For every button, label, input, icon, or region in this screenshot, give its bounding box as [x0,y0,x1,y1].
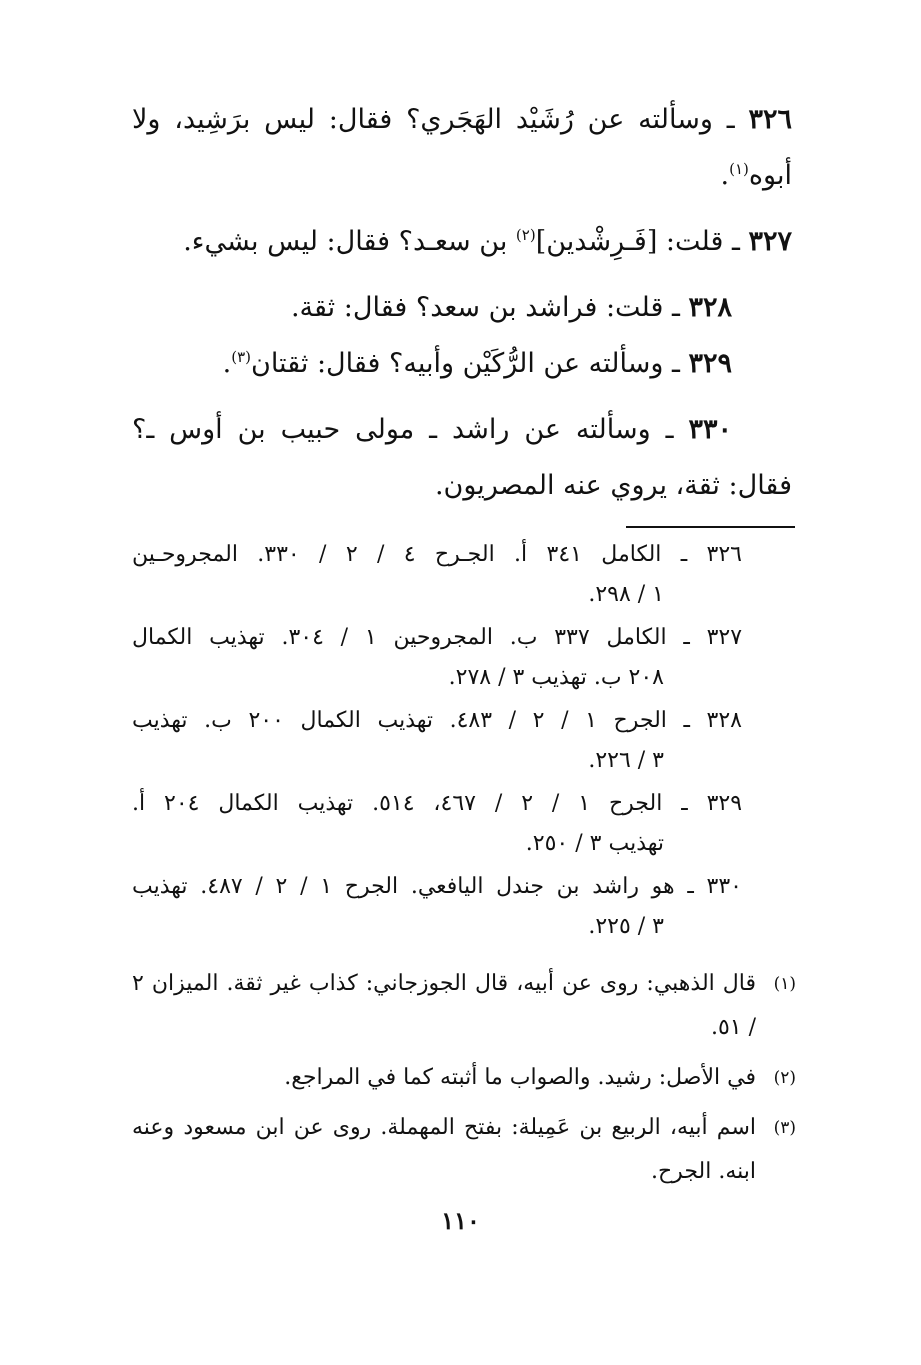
footnote-mark: (٣) [773,1118,796,1138]
footnote-marker: (٢) [515,226,536,244]
entry-328 [132,280,792,336]
footnotes-section [132,962,796,1200]
entry-text-end: . [720,160,730,191]
reference-329 [132,784,742,864]
page-number: ١١٠ [441,1206,480,1235]
reference-328 [132,701,742,781]
reference-line: ٣٢٧ ـ الكامل ٣٣٧ ب. المجروحين ١ / ٣٠٤. تهذيب الكمال [132,625,743,650]
entry-326 [132,92,792,204]
reference-continuation: تهذيب ٣ / ٢٥٠. [525,831,664,856]
reference-326 [132,535,742,615]
reference-line: ٣٢٦ ـ الكامل ٣٤١ أ. الجـرح ٤ / ٢ / ٣٣٠. المجروحـين [132,542,742,567]
footnote-mark: (٢) [773,1068,796,1088]
entry-text: ـ وسألته عن الرُّكَيْن وأبيه؟ فقال: ثقتان [251,348,680,379]
reference-continuation: ٢٠٨ ب. تهذيب ٣ / ٢٧٨. [448,665,664,690]
entry-text: ـ وسألته عن رُشَيْد الهَجَري؟ فقال: ليس برَشِيد، ولا أبوه [132,104,792,191]
entry-text-end: بن سعـد؟ فقال: ليس بشيء. [183,226,516,257]
footnote-text: اسم أبيه، الربيع بن عَمِيلة: بفتح المهملة. روى عن ابن مسعود وعنه ابنه. الجرح. [132,1115,756,1184]
references-section [132,535,742,950]
entry-number: ٣٢٨ [688,292,732,323]
reference-continuation: ٣ / ٢٢٦. [588,748,664,773]
reference-line: ٣٢٨ ـ الجرح ١ / ٢ / ٤٨٣. تهذيب الكمال ٢٠٠ ب. تهذيب [132,708,742,733]
entry-number: ٣٢٩ [688,348,732,379]
reference-line: ٣٣٠ ـ هو راشد بن جندل اليافعي. الجرح ١ / ٢ / ٤٨٧. تهذيب [132,874,742,899]
footnote-text: قال الذهبي: روى عن أبيه، قال الجوزجاني: كذاب غير ثقة. الميزان ٢ / ٥١. [132,971,756,1040]
entry-number: ٣٢٧ [748,226,792,257]
entry-330 [132,402,792,514]
footnote-3 [132,1106,796,1194]
footnote-text: في الأصل: رشيد. والصواب ما أثبته كما في المراجع. [284,1065,756,1090]
entry-text: ـ قلت: [فَـرِشْدين] [535,226,740,257]
reference-330 [132,867,742,947]
entry-text: ـ قلت: فراشد بن سعد؟ فقال: ثقة. [290,292,680,323]
reference-line: ٣٢٩ ـ الجرح ١ / ٢ / ٤٦٧، ٥١٤. تهذيب الكمال ٢٠٤ أ. [132,791,743,816]
footnote-marker: (١) [729,160,749,178]
entry-329 [132,336,792,392]
footnote-marker: (٣) [231,348,251,366]
entry-text-end: . [222,348,232,379]
reference-continuation: ٣ / ٢٢٥. [588,914,664,939]
entry-number: ٣٢٦ [748,104,792,135]
footnote-2 [132,1056,796,1100]
separator-rule [626,526,795,528]
main-text [132,92,792,524]
footnote-1 [132,962,796,1050]
reference-327 [132,618,742,698]
reference-continuation: ١ / ٢٩٨. [588,582,664,607]
entry-text: ـ وسألته عن راشد ـ مولى حبيب بن أوس ـ؟ فقال: ثقة، يروي عنه المصريون. [132,414,792,501]
entry-327 [132,214,792,270]
entry-number: ٣٣٠ [688,414,732,445]
footnote-mark: (١) [773,974,796,994]
